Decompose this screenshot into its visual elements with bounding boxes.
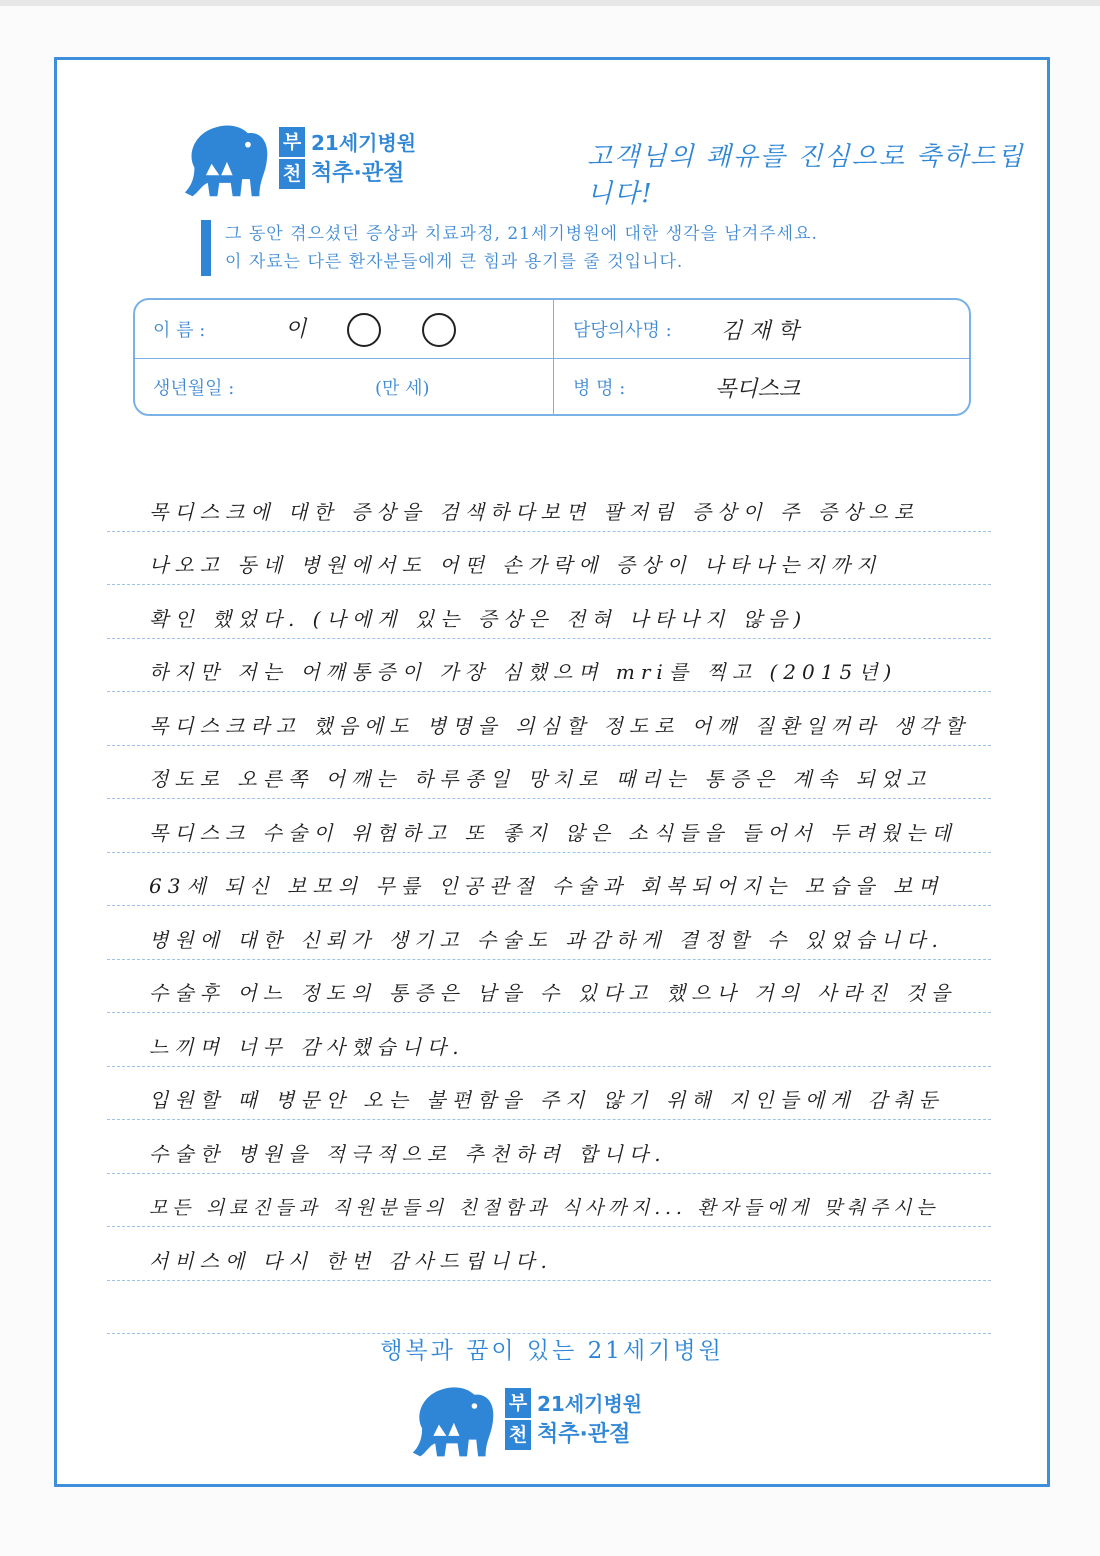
handwritten-text: 모든 의료진들과 직원분들의 친절함과 식사까지... 환자들에게 맞춰주시는 <box>149 1197 940 1219</box>
handwritten-text: 정도로 오른쪽 어깨는 하루종일 망치로 때리는 통증은 계속 되었고 <box>149 767 932 791</box>
footer-logo <box>405 1378 642 1462</box>
intro-line-1: 그 동안 겪으셨던 증상과 치료과정, 21세기병원에 대한 생각을 남겨주세요. <box>225 224 818 244</box>
form-header <box>177 110 1037 210</box>
testimonial-form <box>54 57 1050 1487</box>
brand-specialty: 척추·관절 <box>537 1422 631 1447</box>
handwritten-line <box>107 1227 991 1281</box>
handwritten-line <box>107 585 991 639</box>
handwritten-text: 목디스크 수술이 위험하고 또 좋지 않은 소식들을 들어서 두려웠는데 <box>149 820 957 845</box>
handwritten-line <box>107 1281 991 1335</box>
header-slogan: 고객님의 쾌유를 진심으로 축하드립니다! <box>587 142 1025 209</box>
handwritten-text: 확인 했었다. (나에게 있는 증상은 전혀 나타나지 않음) <box>149 606 808 631</box>
handwritten-text: 병원에 대한 신뢰가 생기고 수술도 과감하게 결정할 수 있었습니다. <box>149 927 944 952</box>
handwritten-text: 수술한 병원을 적극적으로 추천하려 합니다. <box>149 1141 667 1166</box>
masked-name-circle-2 <box>422 313 456 347</box>
handwritten-line <box>107 906 991 960</box>
name-value: 이 <box>285 317 307 342</box>
logo-badge-top: 부 <box>505 1388 531 1418</box>
handwritten-line <box>107 692 991 746</box>
brand-name: 21세기병원 <box>537 1392 643 1416</box>
info-row-divider <box>135 358 969 359</box>
handwritten-line <box>107 1120 991 1174</box>
brand-specialty: 척추·관절 <box>311 161 405 186</box>
info-column-divider <box>553 300 554 414</box>
handwritten-text: 수술후 어느 정도의 통증은 남을 수 있다고 했으나 거의 사라진 것을 <box>149 981 957 1005</box>
elephant-logo-icon <box>405 1378 499 1462</box>
handwritten-text: 나오고 동네 병원에서도 어떤 손가락에 증상이 나타나는지까지 <box>149 553 882 577</box>
handwritten-line <box>107 853 991 907</box>
hospital-logo <box>177 116 416 202</box>
elephant-logo-icon <box>177 116 273 202</box>
masked-name-circle-1 <box>347 313 381 347</box>
name-label: 이 름 : <box>153 320 206 341</box>
doctor-label: 담당의사명 : <box>573 320 672 341</box>
testimonial-body[interactable] <box>107 478 991 1334</box>
handwritten-text: 63세 되신 보모의 무릎 인공관절 수술과 회복되어지는 모습을 보며 <box>149 874 944 898</box>
handwritten-line <box>107 799 991 853</box>
logo-badge <box>279 127 305 191</box>
patient-info-box <box>133 298 971 416</box>
handwritten-text: 느끼며 너무 감사했습니다. <box>149 1034 465 1059</box>
handwritten-line <box>107 1067 991 1121</box>
paper-top-edge <box>0 0 1100 6</box>
age-field[interactable]: (만 세) <box>375 378 430 399</box>
logo-brand-text <box>311 128 416 190</box>
handwritten-text: 입원할 때 병문안 오는 불편함을 주지 않기 위해 지인들에게 감춰둔 <box>149 1088 944 1112</box>
handwritten-line <box>107 639 991 693</box>
logo-brand-text <box>537 1389 642 1451</box>
handwritten-text: 목디스크에 대한 증상을 검색하다보면 팔저림 증상이 주 증상으로 <box>149 499 920 524</box>
logo-badge <box>505 1388 531 1452</box>
handwritten-text: 목디스크라고 했음에도 병명을 의심할 정도로 어깨 질환일꺼라 생각할 <box>149 713 970 738</box>
footer-slogan: 행복과 꿈이 있는 21세기병원 <box>380 1338 724 1364</box>
logo-badge-bottom: 천 <box>505 1420 531 1450</box>
intro-text <box>201 220 818 276</box>
handwritten-line <box>107 960 991 1014</box>
logo-badge-bottom: 천 <box>279 159 305 189</box>
handwritten-line <box>107 478 991 532</box>
logo-badge-top: 부 <box>279 127 305 157</box>
handwritten-line <box>107 1013 991 1067</box>
brand-name: 21세기병원 <box>311 131 417 155</box>
handwritten-line <box>107 532 991 586</box>
name-field[interactable] <box>285 312 456 347</box>
intro-line-2: 이 자료는 다른 환자분들에게 큰 힘과 용기를 줄 것입니다. <box>225 252 684 272</box>
handwritten-text: 서비스에 다시 한번 감사드립니다. <box>149 1248 553 1273</box>
disease-label: 병 명 : <box>573 378 626 399</box>
disease-field[interactable]: 목디스크 <box>715 377 801 402</box>
birth-label: 생년월일 : <box>153 378 235 399</box>
handwritten-text: 하지만 저는 어깨통증이 가장 심했으며 mri를 찍고 (2015년) <box>149 660 898 684</box>
handwritten-line <box>107 746 991 800</box>
handwritten-line <box>107 1174 991 1228</box>
doctor-field[interactable]: 김 재 학 <box>721 319 799 344</box>
